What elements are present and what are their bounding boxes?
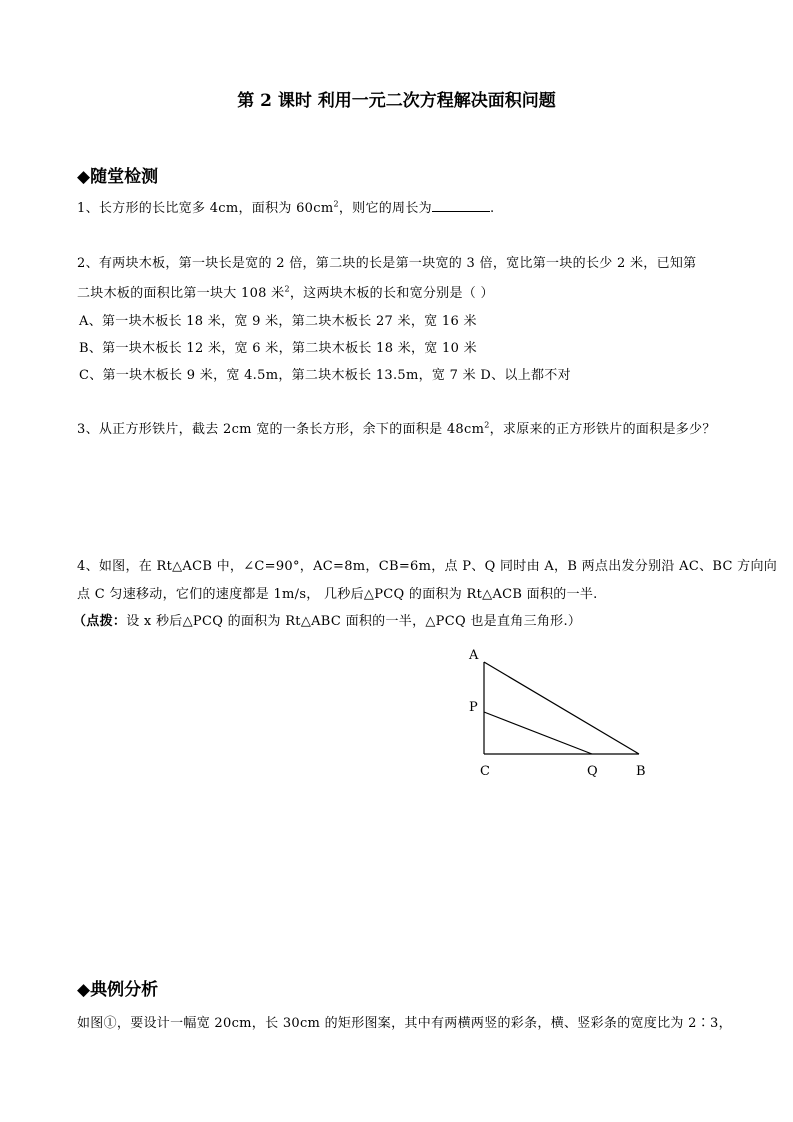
question-4-line-1: 4、如图，在 Rt△ACB 中，∠C=90°，AC=8m，CB=6m，点 P、Q 同时由 A，B 两点出发分别沿 AC、BC 方向向 [77, 559, 778, 574]
question-2-option-b: B、第一块木板长 12 米，宽 6 米，第二块木板长 18 米，宽 10 米 [79, 341, 477, 356]
question-1-after: ，则它的周长为 [338, 201, 432, 216]
question-2-option-c-d: C、第一块木板长 9 米，宽 4.5m，第二块木板长 13.5m，宽 7 米 D、以上都不对 [79, 368, 571, 383]
segment-pq [484, 712, 592, 754]
section-heading-example: ◆典例分析 [77, 980, 159, 1000]
vertex-label-a: A [469, 648, 479, 663]
question-3-after: ，求原来的正方形铁片的面积是多少？ [489, 422, 716, 437]
page-title: 第 2 课时 利用一元二次方程解决面积问题 [237, 91, 556, 111]
question-2-sup: 2 [284, 284, 290, 294]
question-1-text: 1、长方形的长比宽多 4cm，面积为 60cm [77, 201, 334, 216]
question-2-option-a: A、第一块木板长 18 米，宽 9 米，第二块木板长 27 米，宽 16 米 [79, 314, 477, 329]
question-2-line-2a: 二块木板的面积比第一块大 108 米 [77, 286, 285, 301]
question-3-text: 3、从正方形铁片，截去 2cm 宽的一条长方形，余下的面积是 48cm [77, 422, 485, 437]
hint-label: （点拨： [73, 614, 127, 629]
example-text: 如图①，要设计一幅宽 20cm，长 30cm 的矩形图案，其中有两横两竖的彩条，横、竖彩条的宽度比为 2∶3， [77, 1016, 732, 1031]
question-1-end: . [489, 201, 495, 216]
question-1-sup: 2 [333, 199, 339, 209]
question-2-line-2b: ，这两块木板的长和宽分别是（ ） [289, 286, 494, 301]
vertex-label-c: C [480, 764, 490, 779]
side-ab [484, 662, 639, 754]
question-2-line-1: 2、有两块木板，第一块长是宽的 2 倍，第二块的长是第一块宽的 3 倍，宽比第一块的长少 2 米，已知第 [77, 256, 697, 271]
section-heading-practice: ◆随堂检测 [77, 167, 159, 187]
question-3-sup: 2 [484, 420, 490, 430]
hint-text: 设 x 秒后△PCQ 的面积为 Rt△ABC 面积的一半，△PCQ 也是直角三角形.） [126, 614, 582, 629]
vertex-label-b: B [636, 764, 646, 779]
point-label-p: P [469, 700, 478, 715]
question-4-line-2: 点 C 匀速移动，它们的速度都是 1m/s， 几秒后△PCQ 的面积为 Rt△ACB 面积的一半. [77, 587, 598, 602]
point-label-q: Q [587, 764, 598, 779]
